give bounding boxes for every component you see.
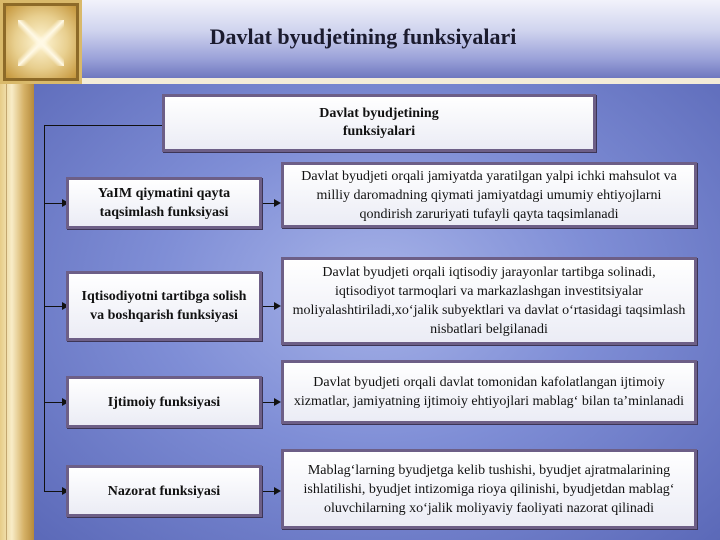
arrow-link-4-icon [274, 487, 281, 495]
description-box-social [281, 360, 697, 424]
function-box-social [66, 376, 262, 428]
function-box-redistribution [66, 177, 262, 229]
description-text: Davlat byudjeti orqali iqtisodiy jarayonlar tartibga solinadi, iqtisodiyot tarmoqlari va markazlashgan investitsiyalar moliyalashtiriladi,xo‘jalik subyektlari va davlat o‘rtasidagi taqsimlash nisbatlari belgilanadi [292, 265, 686, 337]
function-label: Nazorat funksiyasi [107, 483, 221, 499]
function-label: YaIM qiymatini qayta taqsimlash funksiyasi [97, 186, 231, 220]
connector-branch-4 [44, 491, 64, 492]
function-label: Ijtimoiy funksiyasi [107, 394, 221, 410]
left-column-ornament [0, 84, 34, 540]
connector-root-horizontal [44, 125, 162, 126]
arrow-link-3-icon [274, 398, 281, 406]
root-label: Davlat byudjetining funksiyalari [319, 106, 439, 139]
description-text: Davlat byudjeti orqali jamiyatda yaratilgan yalpi ichki mahsulot va milliy daromadning qiymati jamiyatdagi umumiy ehtiyojlarni qondirish zaruriyati tufayli qayta taqsimlanadi [301, 168, 677, 222]
description-text: Davlat byudjeti orqali davlat tomonidan kafolatlangan ijtimoiy xizmatlar, jamiyatning ijtimoiy ehtiyojlari mablag‘ bilan ta’minlanadi [293, 375, 685, 409]
root-box [162, 94, 596, 152]
corner-ornament [0, 0, 82, 84]
description-box-control [281, 449, 697, 529]
description-box-regulation [281, 257, 697, 345]
star-ornament-icon [18, 20, 64, 66]
arrow-link-2-icon [274, 302, 281, 310]
connector-branch-1 [44, 203, 64, 204]
description-box-redistribution [281, 162, 697, 228]
description-text: Mablag‘larning byudjetga kelib tushishi, byudjet ajratmalarining ishlatilishi, byudjet intizomiga rioya qilinishi, byudjetdan mablag‘ oluvchilarning xo‘jalik moliyaviy faoliyati nazorat qilinadi [303, 462, 675, 516]
page-title: Davlat byudjetining funksiyalari [209, 24, 517, 49]
connector-branch-2 [44, 306, 64, 307]
connector-trunk [44, 125, 45, 492]
arrow-link-1-icon [274, 199, 281, 207]
function-label: Iqtisodiyotni tartibga solish va boshqarish funksiyasi [81, 289, 247, 323]
function-box-regulation [66, 271, 262, 341]
connector-branch-3 [44, 402, 64, 403]
function-box-control [66, 465, 262, 517]
